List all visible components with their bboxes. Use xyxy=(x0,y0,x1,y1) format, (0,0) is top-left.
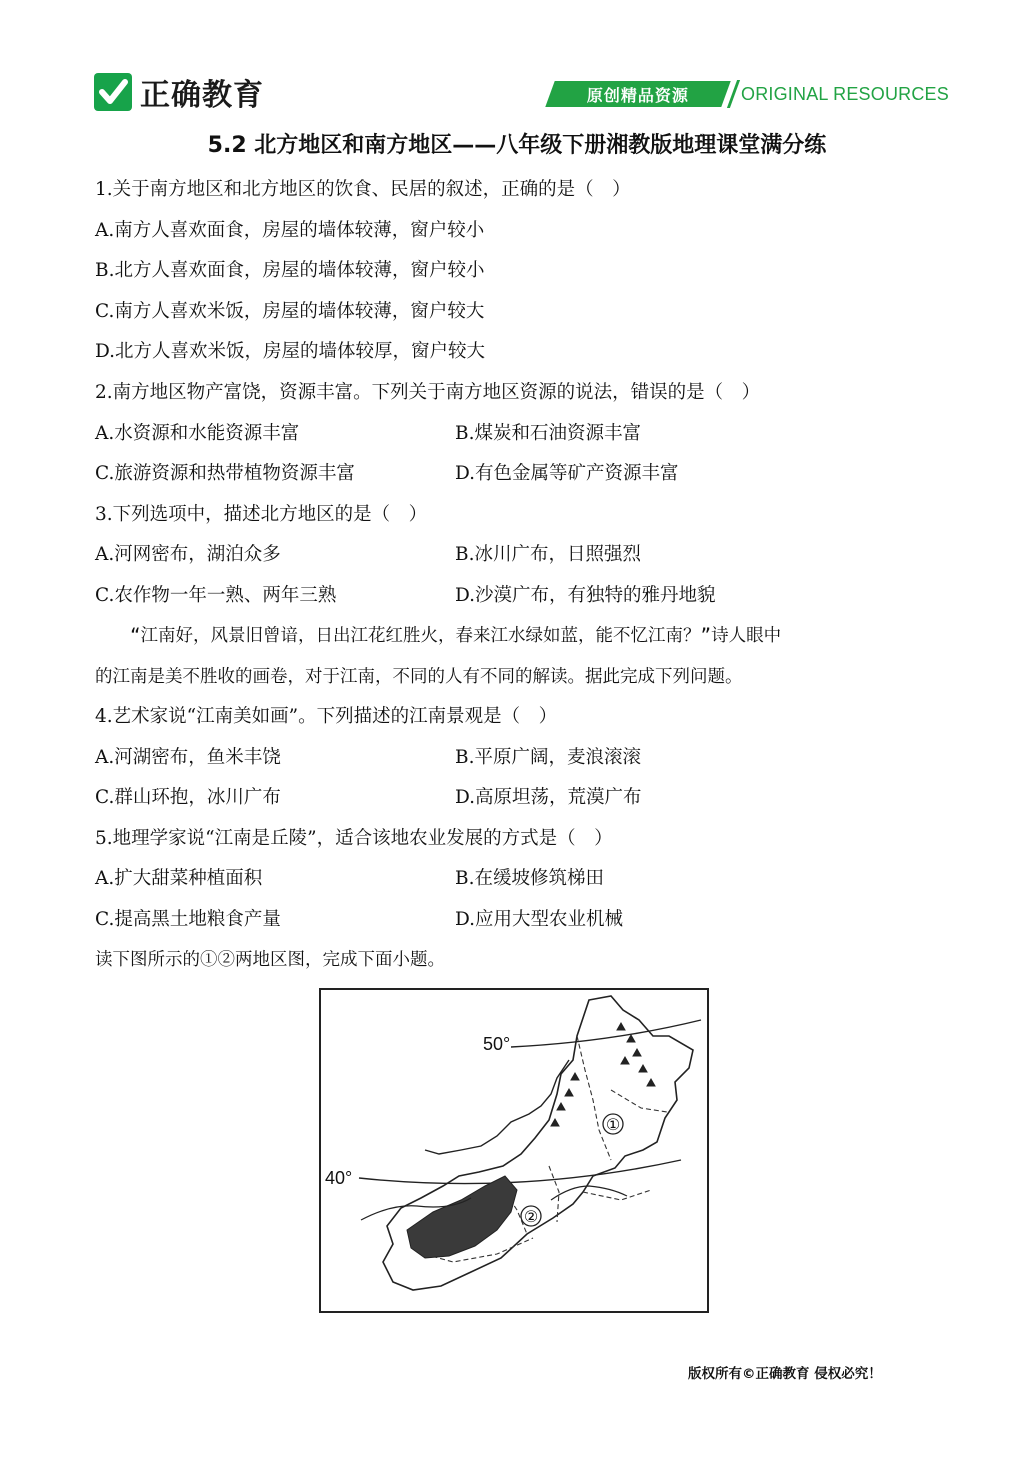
passage-line-1: “江南好，风景旧曾谙，日出江花红胜火，春来江水绿如蓝，能不忆江南？”诗人眼中 xyxy=(95,626,782,646)
province-boundary xyxy=(577,1036,611,1160)
badge-cn-box xyxy=(545,81,730,107)
region-1-label: ① xyxy=(605,1115,621,1134)
question-2-option-c: C.旅游资源和热带植物资源丰富 xyxy=(95,463,355,484)
question-2-stem: 2.南方地区物产富饶，资源丰富。下列关于南方地区资源的说法，错误的是（ ） xyxy=(95,382,761,403)
question-2-option-d: D.有色金属等矿产资源丰富 xyxy=(455,463,679,484)
question-3-option-d: D.沙漠广布，有独特的雅丹地貌 xyxy=(455,585,716,606)
brand-logo xyxy=(94,70,264,114)
question-4-stem: 4.艺术家说“江南美如画”。下列描述的江南景观是（ ） xyxy=(95,706,558,727)
original-resources-badge xyxy=(550,81,949,107)
question-1-option-c: C.南方人喜欢米饭，房屋的墙体较薄，窗户较大 xyxy=(95,301,485,322)
question-2-option-b: B.煤炭和石油资源丰富 xyxy=(455,423,641,444)
question-2-option-a: A.水资源和水能资源丰富 xyxy=(95,423,300,444)
badge-en-text: ORIGINAL RESOURCES xyxy=(741,83,949,104)
checkmark-icon xyxy=(94,73,132,111)
province-boundary xyxy=(549,1166,559,1222)
latitude-50-line xyxy=(511,1020,701,1047)
question-1-option-b: B.北方人喜欢面食，房屋的墙体较薄，窗户较小 xyxy=(95,260,485,281)
northern-china-map xyxy=(319,988,709,1313)
question-1-option-d: D.北方人喜欢米饭，房屋的墙体较厚，窗户较大 xyxy=(95,341,486,362)
question-3-stem: 3.下列选项中，描述北方地区的是（ ） xyxy=(95,504,428,525)
page-title: 5.2 北方地区和南方地区——八年级下册湘教版地理课堂满分练 xyxy=(207,133,827,158)
question-5-option-d: D.应用大型农业机械 xyxy=(455,909,624,930)
brand-name: 正确教育 xyxy=(140,78,264,113)
province-boundary xyxy=(611,1090,667,1112)
question-3-option-c: C.农作物一年一熟、两年三熟 xyxy=(95,585,337,606)
question-3-option-b: B.冰川广布，日照强烈 xyxy=(455,544,641,565)
mongolia-border xyxy=(425,1060,569,1154)
latitude-40-label: 40° xyxy=(325,1168,353,1188)
region-2-label: ② xyxy=(523,1207,539,1226)
question-1-option-a: A.南方人喜欢面食，房屋的墙体较薄，窗户较小 xyxy=(95,220,485,241)
latitude-50-label: 50° xyxy=(483,1034,511,1054)
passage-line-2: 的江南是美不胜收的画卷，对于江南，不同的人有不同的解读。据此完成下列问题。 xyxy=(95,667,743,687)
badge-cn-text: 原创精品资源 xyxy=(586,85,689,105)
latitude-40-line xyxy=(359,1160,681,1184)
page-header xyxy=(0,0,1034,125)
question-4-option-d: D.高原坦荡，荒漠广布 xyxy=(455,787,642,808)
river xyxy=(551,1186,627,1200)
question-4-option-c: C.群山环抱，冰川广布 xyxy=(95,787,281,808)
question-5-option-b: B.在缓坡修筑梯田 xyxy=(455,868,604,889)
question-5-option-a: A.扩大甜菜种植面积 xyxy=(95,868,263,889)
map-drawing xyxy=(321,990,707,1311)
question-4-option-a: A.河湖密布，鱼米丰饶 xyxy=(95,747,281,768)
copyright-footer: 版权所有©正确教育 侵权必究！ xyxy=(688,1366,882,1382)
question-3-option-a: A.河网密布，湖泊众多 xyxy=(95,544,281,565)
map-intro: 读下图所示的①②两地区图，完成下面小题。 xyxy=(95,950,445,970)
question-4-option-b: B.平原广阔，麦浪滚滚 xyxy=(455,747,641,768)
shaded-plateau-region xyxy=(407,1176,517,1258)
question-5-stem: 5.地理学家说“江南是丘陵”，适合该地农业发展的方式是（ ） xyxy=(95,828,613,849)
question-5-option-c: C.提高黑土地粮食产量 xyxy=(95,909,281,930)
question-1-stem: 1.关于南方地区和北方地区的饮食、民居的叙述，正确的是（ ） xyxy=(95,179,631,200)
